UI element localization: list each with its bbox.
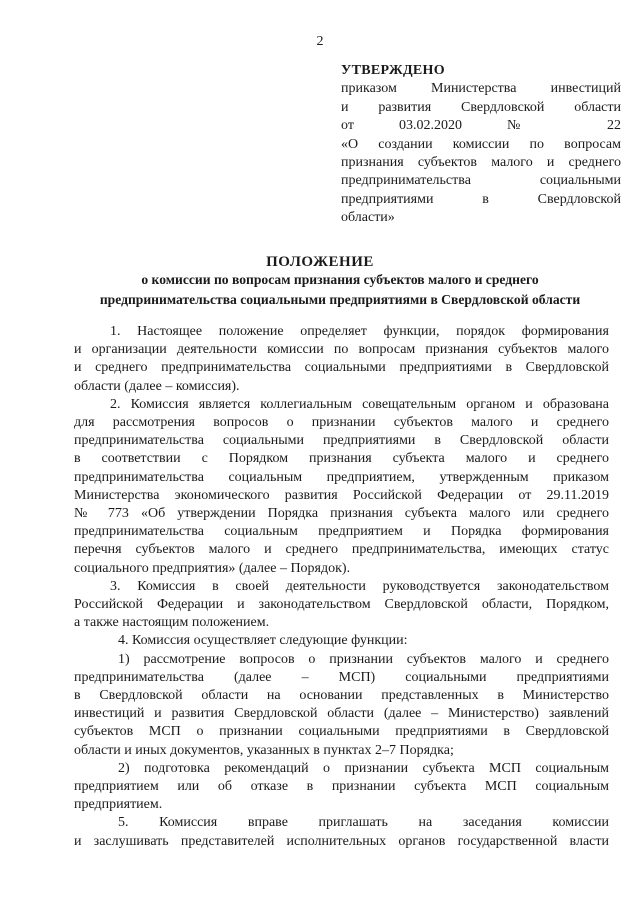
text-line: области (далее – комиссия). bbox=[74, 378, 240, 394]
text-line: субъектов МСП о признании социальными предприятиями в Свердловской bbox=[74, 724, 609, 740]
approval-line: и развития Свердловской области bbox=[341, 99, 621, 115]
approval-line: предпринимательства социальными bbox=[341, 173, 621, 189]
paragraph-2 bbox=[74, 396, 609, 578]
text-line: а также настоящим положением. bbox=[74, 615, 270, 631]
approval-stamp bbox=[341, 62, 621, 228]
text-line: предпринимательства социальным предприятием, утвержденным приказом bbox=[74, 469, 609, 485]
text-line: предпринимательства (далее – МСП) социальными предприятиями bbox=[74, 669, 609, 685]
text-line: и организации деятельности комиссии по вопросам признания субъектов малого bbox=[74, 342, 609, 358]
paragraph-4-item-2 bbox=[74, 760, 609, 815]
paragraph-5 bbox=[74, 814, 609, 850]
text-line: и заслушивать представителей исполнительных органов государственной власти bbox=[74, 833, 609, 849]
paragraph-3 bbox=[74, 578, 609, 633]
text-line: и среднего предпринимательства социальными предприятиями в Свердловской bbox=[74, 360, 609, 376]
page-number: 2 bbox=[316, 34, 324, 49]
text-line: в соответствии с Порядком признания субъекта малого и среднего bbox=[74, 451, 609, 467]
text-line: Российской Федерации и законодательством Свердловской области, Порядком, bbox=[74, 597, 609, 613]
document-subtitle bbox=[70, 270, 610, 310]
text-line: Министерства экономического развития Российской Федерации от 29.11.2019 bbox=[74, 487, 609, 503]
approval-line: признания субъектов малого и среднего bbox=[341, 155, 621, 171]
paragraph-4-item-1 bbox=[74, 651, 609, 760]
text-line: области и иных документов, указанных в пунктах 2–7 Порядка; bbox=[74, 742, 454, 758]
document-title: ПОЛОЖЕНИЕ bbox=[266, 254, 374, 270]
text-line: перечня субъектов малого и среднего предпринимательства, имеющих статус bbox=[74, 542, 609, 558]
subtitle-line: о комиссии по вопросам признания субъектов малого и среднего bbox=[141, 272, 539, 287]
document-body bbox=[74, 323, 609, 851]
text-line: № 773 «Об утверждении Порядка признания субъекта малого или среднего bbox=[74, 506, 609, 522]
text-line: 4. Комиссия осуществляет следующие функции: bbox=[118, 633, 408, 649]
text-line: 5. Комиссия вправе приглашать на заседания комиссии bbox=[118, 815, 609, 831]
text-line: 2) подготовка рекомендаций о признании субъекта МСП социальным bbox=[118, 760, 609, 776]
approval-heading: УТВЕРЖДЕНО bbox=[341, 63, 445, 78]
text-line: в Свердловской области на основании представленных в Министерство bbox=[74, 688, 609, 704]
paragraph-4 bbox=[74, 632, 609, 650]
subtitle-line: предпринимательства социальными предприятиями в Свердловской области bbox=[99, 292, 581, 307]
text-line: инвестиций и развития Свердловской области (далее – Министерство) заявлений bbox=[74, 706, 609, 722]
text-line: для рассмотрения вопросов о признании субъектов малого и среднего bbox=[74, 415, 609, 431]
text-line: 1) рассмотрение вопросов о признании субъектов малого и среднего bbox=[118, 651, 609, 667]
text-line: предпринимательства социальным предприятием и Порядка формирования bbox=[74, 524, 609, 540]
approval-line: области» bbox=[341, 210, 395, 226]
text-line: предприятием или об отказе в признании субъекта МСП социальным bbox=[74, 779, 609, 795]
paragraph-1 bbox=[74, 323, 609, 396]
text-line: социального предприятия» (далее – Порядок). bbox=[74, 560, 351, 576]
approval-line: предприятиями в Свердловской bbox=[341, 191, 621, 207]
approval-line: от 03.02.2020 № 22 bbox=[341, 118, 621, 134]
text-line: 1. Настоящее положение определяет функции, порядок формирования bbox=[110, 324, 609, 339]
text-line: предприятием. bbox=[74, 797, 163, 813]
text-line: 3. Комиссия в своей деятельности руководствуется законодательством bbox=[110, 578, 609, 594]
approval-line: «О создании комиссии по вопросам bbox=[341, 136, 621, 152]
text-line: 2. Комиссия является коллегиальным совещательным органом и образована bbox=[110, 396, 609, 412]
approval-line: приказом Министерства инвестиций bbox=[341, 81, 621, 97]
text-line: предпринимательства социальными предприятиями в Свердловской области bbox=[74, 433, 609, 449]
